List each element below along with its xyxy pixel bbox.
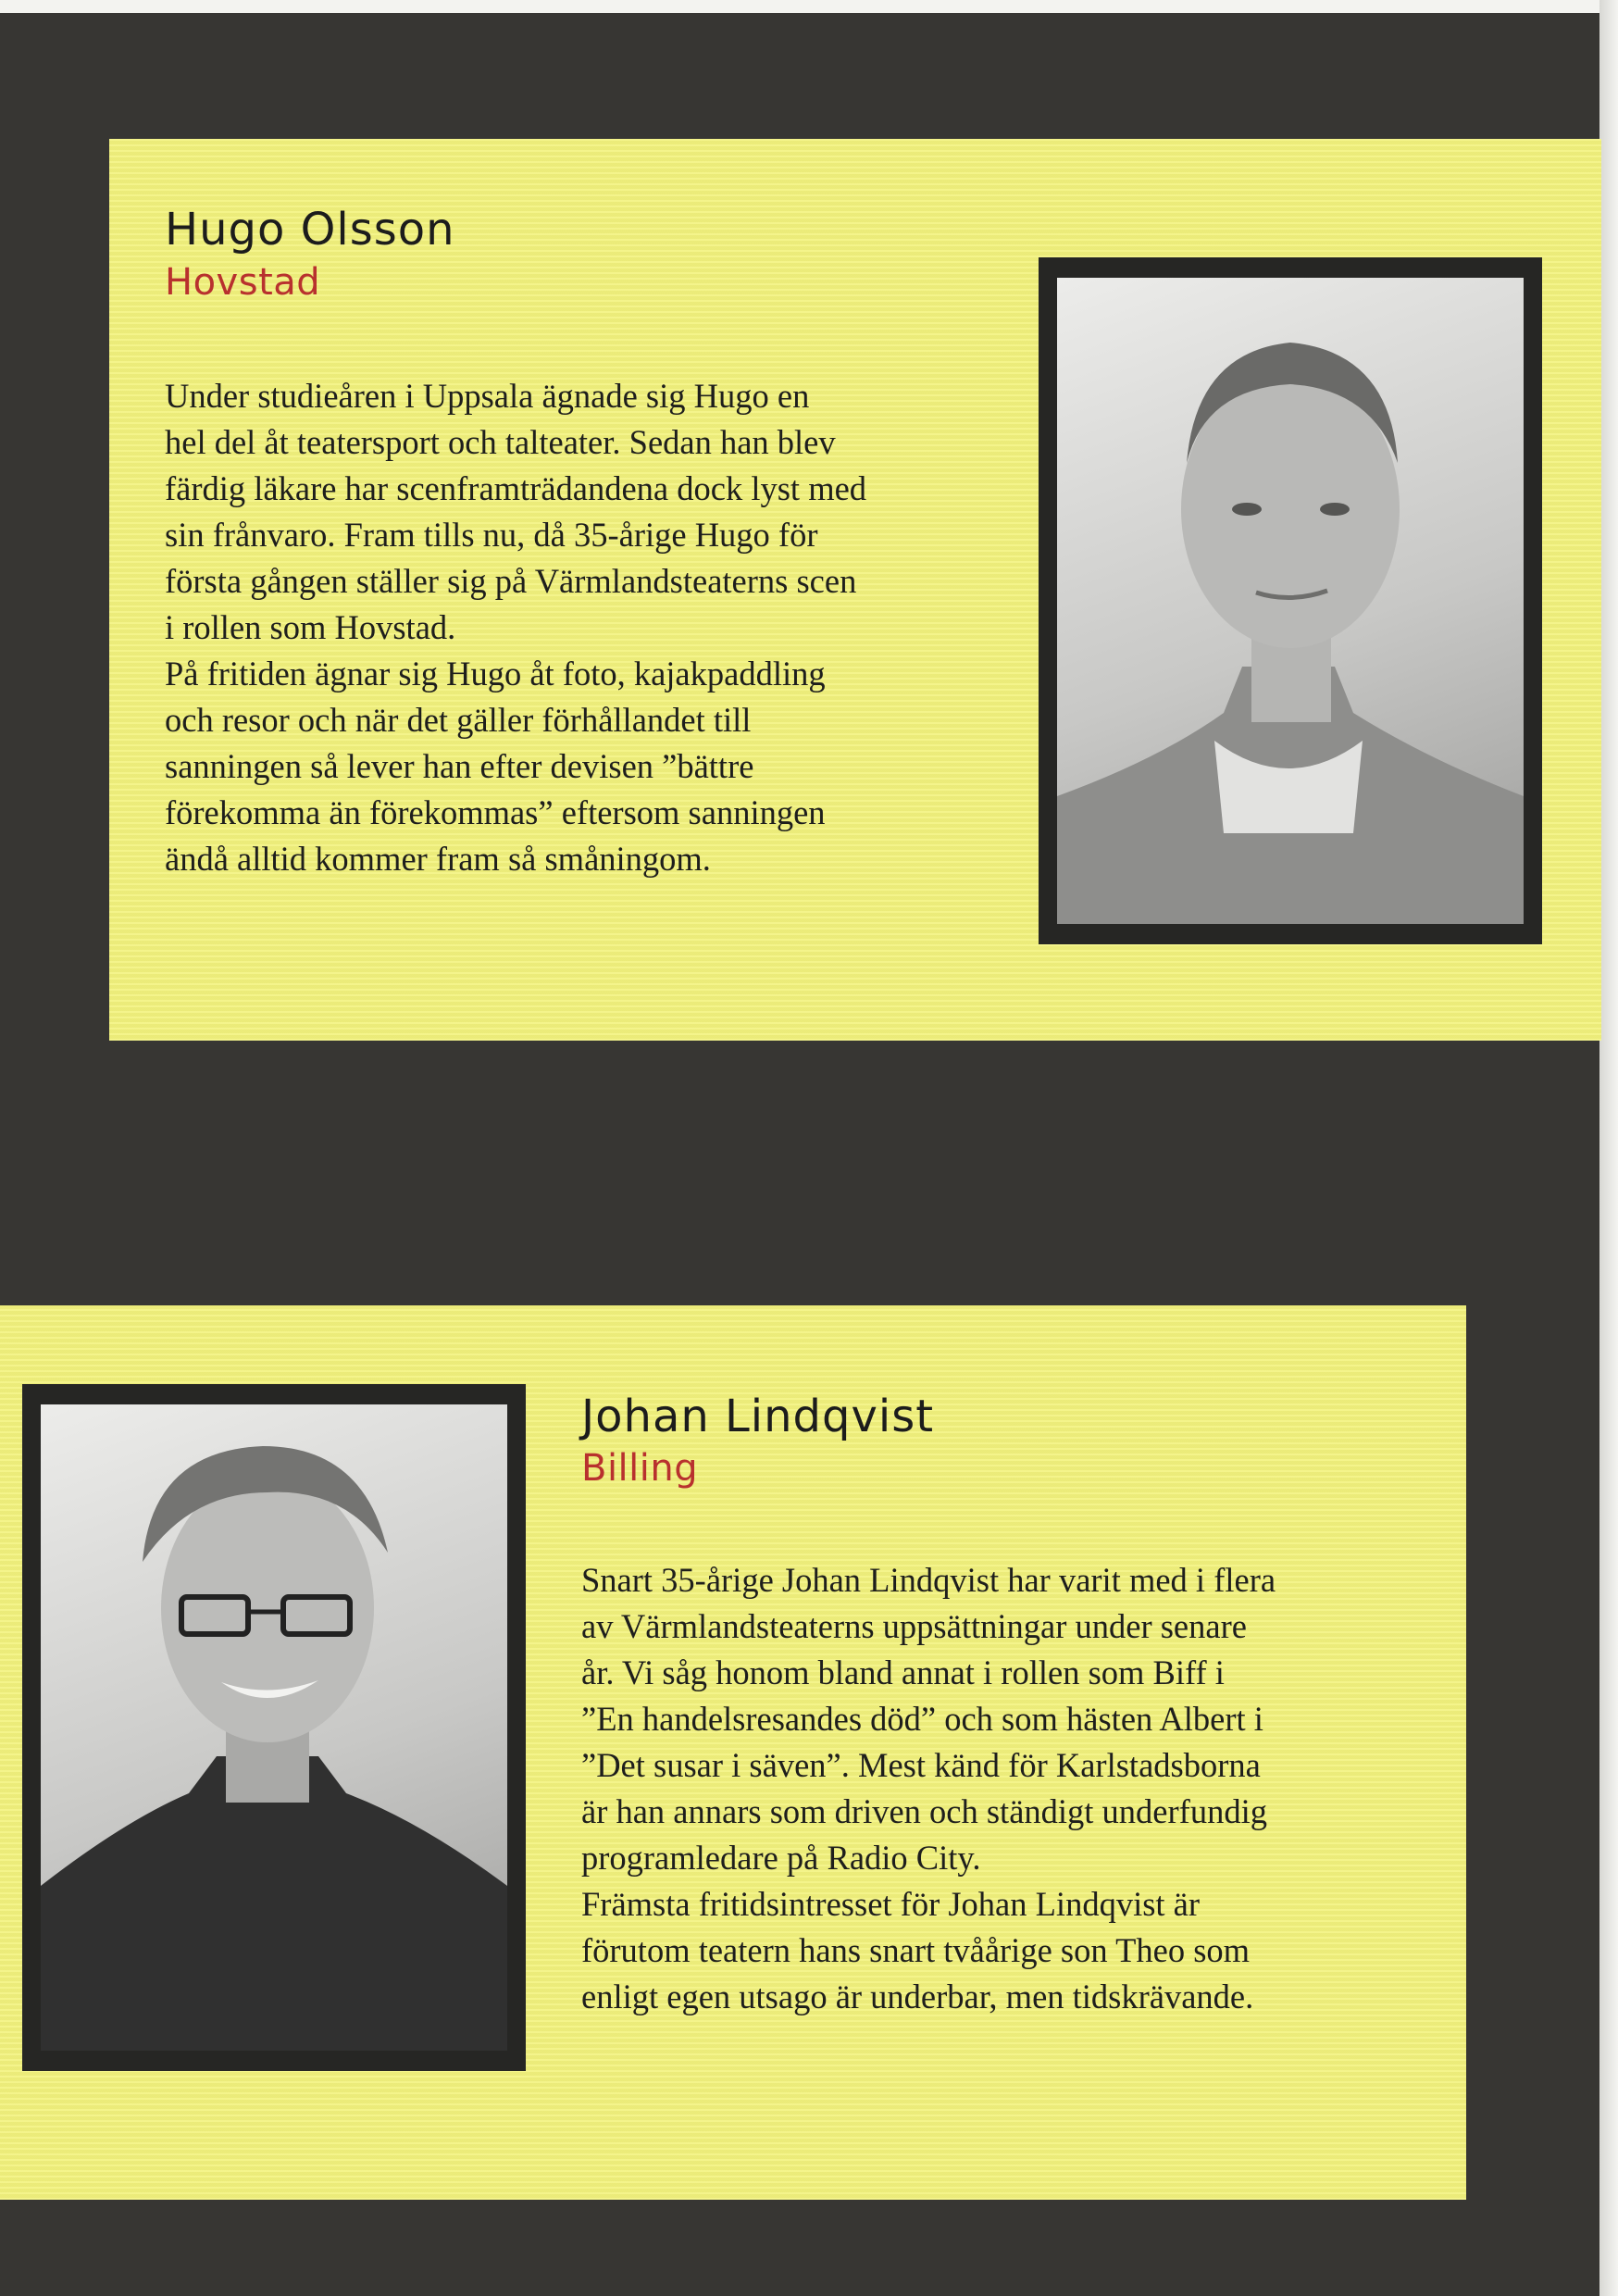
bio-line: Snart 35-årige Johan Lindqvist har varit med i flera xyxy=(581,1561,1276,1599)
portrait-photo-frame xyxy=(1039,257,1542,944)
portrait-silhouette xyxy=(1057,278,1524,924)
bio-line: sin frånvaro. Fram tills nu, då 35-årige Hugo för xyxy=(165,516,818,554)
bio-line: första gången ställer sig på Värmlandsteaterns scen xyxy=(165,562,857,600)
bio-line: Under studieåren i Uppsala ägnade sig Hugo en xyxy=(165,377,810,415)
portrait-photo-frame xyxy=(22,1384,526,2071)
bio-line: av Värmlandsteaterns uppsättningar under senare xyxy=(581,1607,1247,1645)
profile-bio xyxy=(165,373,866,882)
portrait-photo-icon xyxy=(1057,278,1524,924)
profile-bio xyxy=(581,1557,1276,2020)
profile-card-hugo-olsson xyxy=(109,139,1601,1041)
bio-line: enligt egen utsago är underbar, men tidskrävande. xyxy=(581,1978,1254,2015)
profile-name: Johan Lindqvist xyxy=(581,1391,935,1442)
bio-line: programledare på Radio City. xyxy=(581,1839,981,1877)
bio-line: hel del åt teatersport och talteater. Sedan han blev xyxy=(165,423,836,461)
portrait-photo-icon xyxy=(41,1404,507,2051)
bio-line: färdig läkare har scenframträdandena dock lyst med xyxy=(165,469,867,507)
bio-line: förekomma än förekommas” eftersom sanningen xyxy=(165,793,826,831)
page-edge xyxy=(1599,0,1618,2296)
portrait-silhouette xyxy=(41,1404,507,2051)
bio-line: är han annars som driven och ständigt underfundig xyxy=(581,1792,1267,1830)
bio-line: år. Vi såg honom bland annat i rollen som Biff i xyxy=(581,1653,1225,1691)
profile-name: Hugo Olsson xyxy=(165,204,455,256)
profile-card-johan-lindqvist xyxy=(0,1305,1466,2200)
bio-line: ”Det susar i säven”. Mest känd för Karlstadsborna xyxy=(581,1746,1261,1784)
bio-line: i rollen som Hovstad. xyxy=(165,608,456,646)
bio-line: Främsta fritidsintresset för Johan Lindqvist är xyxy=(581,1885,1201,1923)
profile-role: Hovstad xyxy=(165,261,321,304)
bio-line: På fritiden ägnar sig Hugo åt foto, kajakpaddling xyxy=(165,655,826,693)
bio-line: sanningen så lever han efter devisen ”bättre xyxy=(165,747,754,785)
profile-role: Billing xyxy=(581,1447,699,1490)
bio-line: ”En handelsresandes död” och som hästen Albert i xyxy=(581,1700,1263,1738)
bio-line: ändå alltid kommer fram så småningom. xyxy=(165,840,711,878)
bio-line: och resor och när det gäller förhållandet till xyxy=(165,701,752,739)
bio-line: förutom teatern hans snart tvåårige son Theo som xyxy=(581,1931,1251,1969)
